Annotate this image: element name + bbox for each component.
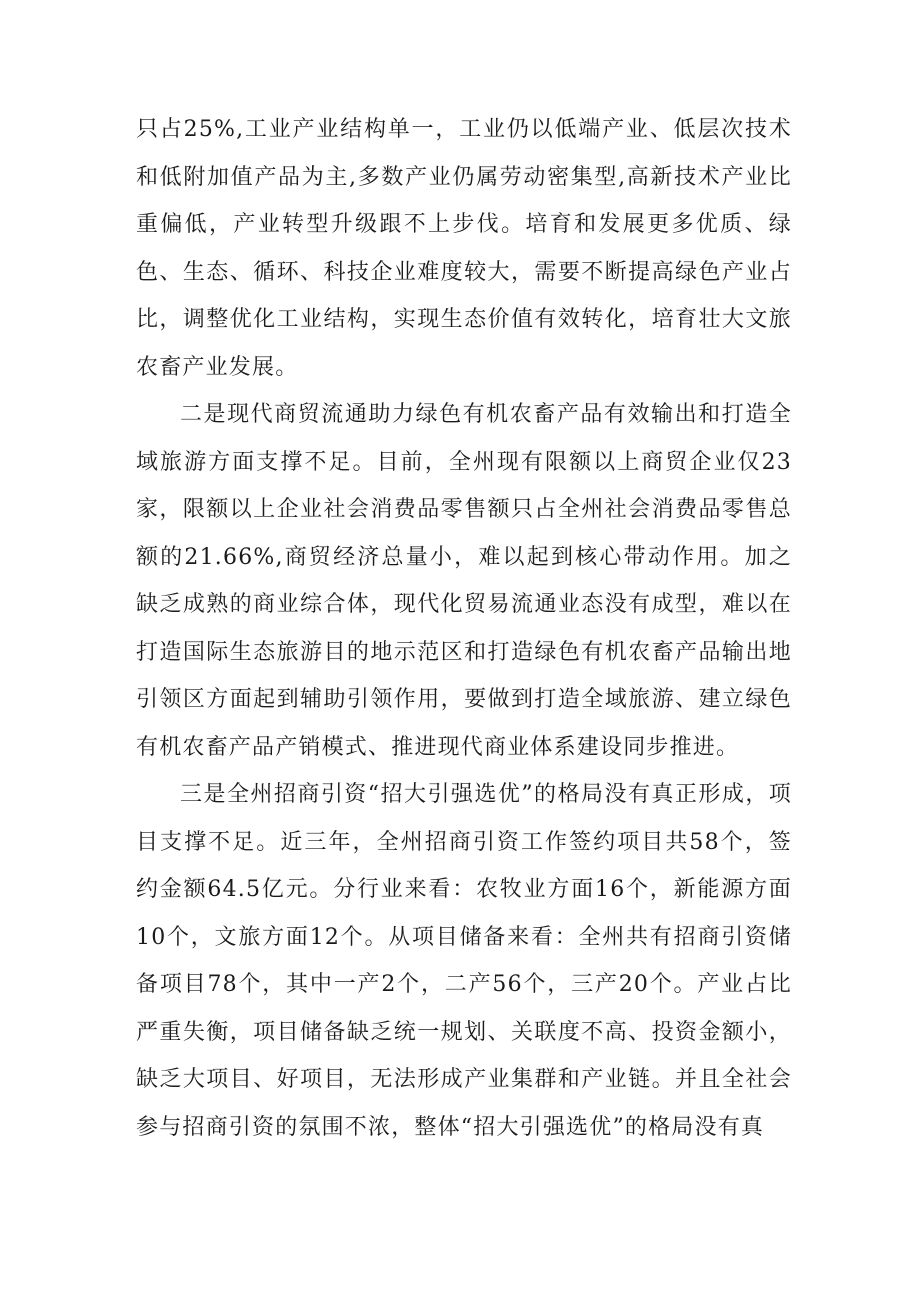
document-body bbox=[136, 106, 792, 1151]
paragraph-commerce-circulation: 二是现代商贸流通助力绿色有机农畜产品有效输出和打造全域旅游方面支撑不足。目前，全州现有限额以上商贸企业仅23家，限额以上企业社会消费品零售额只占全州社会消费品零售总额的21.66%,商贸经济总量小，难以起到核心带动作用。加之缺乏成熟的商业综合体，现代化贸易流通业态没有成型，难以在打造国际生态旅游目的地示范区和打造绿色有机农畜产品输出地引领区方面起到辅助引领作用，要做到打造全域旅游、建立绿色有机农畜产品产销模式、推进现代商业体系建设同步推进。 bbox=[136, 402, 792, 760]
paragraph-investment-attraction: 三是全州招商引资“招大引强选优”的格局没有真正形成，项目支撑不足。近三年，全州招商引资工作签约项目共58个，签约金额64.5亿元。分行业来看：农牧业方面16个，新能源方面10个，文旅方面12个。从项目储备来看：全州共有招商引资储备项目78个，其中一产2个，二产56个，三产20个。产业占比严重失衡，项目储备缺乏统一规划、关联度不高、投资金额小，缺乏大项目、好项目，无法形成产业集群和产业链。并且全社会参与招商引资的氛围不浓，整体“招大引强选优”的格局没有真 bbox=[136, 782, 792, 1140]
paragraph-industry-structure: 只占25%,工业产业结构单一，工业仍以低端产业、低层次技术和低附加值产品为主,多数产业仍属劳动密集型,高新技术产业比重偏低，产业转型升级跟不上步伐。培育和发展更多优质、绿色、生态、循环、科技企业难度较大，需要不断提高绿色产业占比，调整优化工业结构，实现生态价值有效转化，培育壮大文旅农畜产业发展。 bbox=[136, 117, 792, 380]
